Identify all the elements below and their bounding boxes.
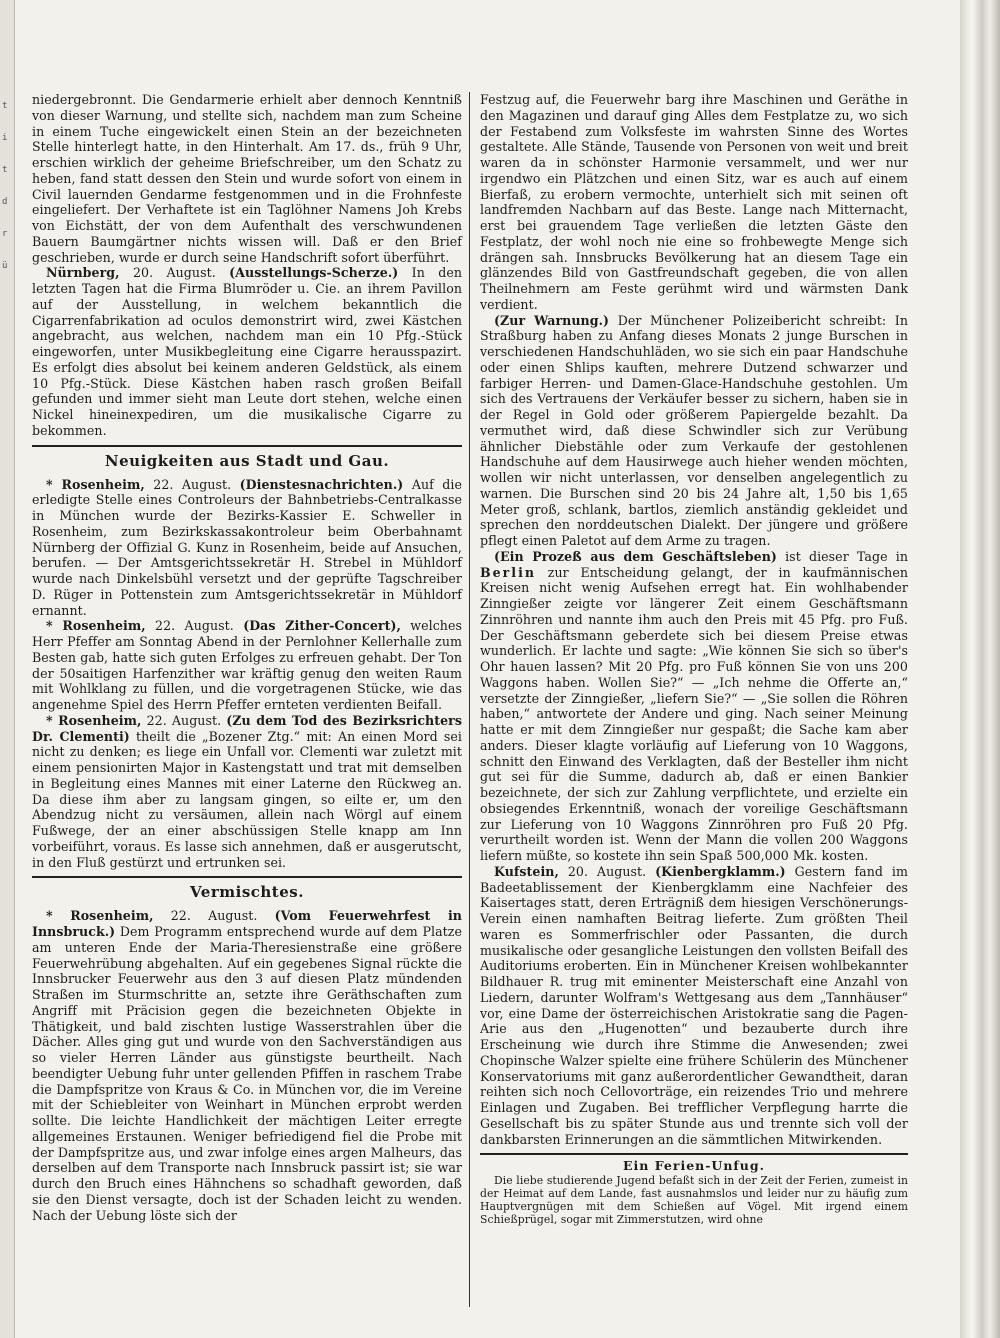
article-feuerwehrfest <box>32 908 462 1223</box>
article-continuation: niedergebronnt. Die Gendarmerie erhielt aber dennoch Kenntniß von dieser Warnung, und stellte sich, nachdem man zum Scheine in einem Tuche eingewickelt einen Stein an der bezeichneten Stelle hinterlegt hatte, in den Hinterhalt. Am 17. ds., früh 9 Uhr, erschien wirklich der geheime Briefschreiber, um den Schatz zu heben, fand statt dessen den Stein und wurde sofort von einem in Civil lauernden Gendarme festgenommen und in die Frohnfeste eingeliefert. Der Verhaftete ist ein Taglöhner Namens Joh Krebs von Eichstätt, der von dem Aufenthalt des verschwundenen Bauern Baumgärtner nichts wissen will. Daß er den Brief geschrieben, wurde er durch seine Handschrift sofort überführt. <box>32 92 462 265</box>
dateline-city: * Rosenheim, <box>46 476 145 492</box>
article-topic: (Ein Prozeß aus dem Geschäftsleben) <box>494 548 777 564</box>
article-topic: (Ausstellungs-Scherze.) <box>229 265 399 281</box>
edge-mark: t <box>2 101 8 111</box>
dateline-date: 20. August. <box>567 863 647 879</box>
article-zur-warnung <box>480 313 908 549</box>
article-body: Dem Programm entsprechend wurde auf dem Platze am unteren Ende der Maria-Theresienstraße eine größere Feuerwehrübung abgehalten. Auf ein gegebenes Signal rückte die Innsbrucker Feuerwehr aus den 3 auf diesen Platz mündenden Straßen im Sturmschritte an, setzte ihre Geräthschaften zum Angriff mit Präcision gegen die bezeichneten Objekte in Thätigkeit, und bald zischten lustige Wasserstrahlen über die Dächer. Alles ging gut und wurde von den Sachverständigen aus so vieler Herren Länder aus günstigste beurtheilt. Nach beendigter Uebung fuhr unter gellenden Pfiffen in raschem Trabe die Dampfspritze von Kraus & Co. in München vor, die im Vereine mit der Schiebleiter von Weinhart in München erprobt werden sollte. Die leichte Handlichkeit der mächtigen Leiter erregte allgemeines Erstaunen. Weniger befriedigend fiel die Probe mit der Dampfspritze aus, und zwar infolge eines argen Malheurs, das derselben auf dem Transporte nach Innsbruck passirt ist; sie war durch den Bruch eines Hähnchens so schadhaft geworden, daß sie den Dienst versagte, doch ist der Schaden leicht zu wenden. Nach der Uebung löste sich der <box>32 924 462 1223</box>
section-heading-local-news: Neuigkeiten aus Stadt und Gau. <box>32 445 462 471</box>
left-edge-marks <box>2 90 12 282</box>
article-topic: (Zu dem Tod des Bezirksrichters Dr. Clementi) <box>32 712 462 744</box>
article-topic: (Vom Feuerwehrfest in Innsbruck.) <box>32 908 463 939</box>
left-page-edge <box>0 0 15 1338</box>
dateline-date: 22. August. <box>155 618 234 634</box>
column-divider <box>469 92 470 1307</box>
article-zither-concert <box>32 618 462 713</box>
dateline-city: Nürnberg, <box>46 265 120 281</box>
left-column <box>32 92 462 1223</box>
dateline-date: 20. August. <box>132 265 216 281</box>
article-clementi <box>32 713 462 871</box>
right-column <box>480 92 908 1226</box>
edge-mark: d <box>2 197 8 207</box>
article-body: Gestern fand im Badeetablissement der Kienbergklamm eine Nachfeier des Kaisertages statt, deren Erträgniß dem hiesigen Verschönerungs-Verein einen namhaften Beitrag lieferte. Zum größten Theil waren es Sommerfrischler oder Passanten, die durch musikalische oder gesangliche Leistungen den vollsten Beifall des Auditoriums eroberten. Ein in Münchener Kreisen wohlbekannter Bildhauer R. trug mit eminenter Meisterschaft eine Anzahl von Liedern, darunter Wolfram's Wettgesang aus dem „Tannhäuser“ vor, eine Dame der österreichischen Aristokratie sang die Pagen-Arie aus den „Hugenotten“ und bezauberte durch ihre Erscheinung wie durch ihre Stimme die Anwesenden; zwei Chopinsche Walzer spielte eine frühere Schülerin des Münchener Konservatoriums mit ganz außerordentlicher Gewandtheit, daran reihten sich noch Cellovorträge, ein reizendes Trio und mehrere Einlagen und Zugaben. Bei trefflicher Verpflegung harrte die Gesellschaft bis zu später Stunde aus und trennte sich voll der dankbarsten Erinnerungen an die sämmtlichen Mitwirkenden. <box>480 863 908 1147</box>
feature-box-text: Die liebe studierende Jugend befaßt sich in der Zeit der Ferien, zumeist in der Heimat auf dem Lande, fast ausnahmslos und leider nur zu häufig zum Hauptvergnügen mit dem Schießen auf Vögel. Mit irgend einem Schießprügel, sogar mit Zimmerstutzen, wird ohne <box>480 1174 908 1226</box>
edge-mark: r <box>2 229 8 239</box>
article-body: welches Herr Pfeffer am Sonntag Abend in der Pernlohner Kellerhalle zum Besten gab, hatte sich guten Erfolges zu erfreuen gehabt. Der Ton der 50saitigen Harfenzither war kräftig genug den weiten Raum mit Wohlklang zu füllen, und die vorgetragenen Stücke, wie das angenehme Spiel des Herrn Pfeffer ernteten verdienten Beifall. <box>32 618 462 712</box>
article-body: theilt die „Bozener Ztg.“ mit: An einen Mord sei nicht zu denken; es liege ein Unfall vor. Clementi war zuletzt mit einem pensionirten Major in Kastengstatt und trat mit demselben in Begleitung eines Mannes mit einer Laterne den Rückweg an. Da diese ihm aber zu langsam gingen, so eilte er, um den Abendzug nicht zu versäumen, allein nach Wörgl auf einem Fußwege, der an einer abschüssigen Stelle knapp am Inn vorbeiführt, voraus. Es lasse sich annehmen, daß er ausgerutscht, in den Fluß gestürzt und ertrunken sei. <box>32 728 462 870</box>
article-nuernberg <box>32 265 462 438</box>
article-feuerwehrfest-continued: Festzug auf, die Feuerwehr barg ihre Maschinen und Geräthe in den Magazinen und darauf ging Alles dem Festplatze zu, wo sich der Festabend zum Volksfeste im wahrsten Sinne des Wortes gestaltete. Alle Stände, Tausende von Personen von weit und breit waren da in schönster Harmonie versammelt, und wer nur irgendwo ein Plätzchen und einen Sitz, war es auch auf einem Bierfaß, zu erobern vermochte, unterhielt sich mit seinen oft landfremden Nachbarn auf das Beste. Lange nach Mitternacht, erst bei grauendem Tage verließen die letzten Gäste den Festplatz, der wohl noch nie eine so frohbewegte Menge sich drängen sah. Innsbrucks Bevölkerung hat an diesem Tage ein glänzendes Bild von Gastfreundschaft gegeben, die von allen Theilnehmern am Feste gerühmt wird und wärmsten Dank verdient. <box>480 92 908 312</box>
article-body: In den letzten Tagen hat die Firma Blumröder u. Cie. an ihrem Pavillon auf der Ausstellung, in welchem bekanntlich die Cigarrenfabrikation ad oculos demonstrirt wird, zwei Kästchen angebracht, aus welchen, nachdem man ein 10 Pfg.-Stück eingeworfen, unter Musikbegleitung eine Cigarre herausspazirt. Es erfolgt dies absolut bei keinem anderen Geldstück, als einem 10 Pfg.-Stück. Diese Kästchen haben rasch großen Beifall gefunden und immer sieht man Leute dort stehen, welche einen Nickel hineinexpediren, um die musikalische Cigarre zu bekommen. <box>32 265 463 438</box>
dateline-city: * Rosenheim, <box>46 618 146 634</box>
right-page-edge <box>960 0 1000 1338</box>
dateline-date: 22. August. <box>153 476 232 492</box>
article-body: zur Entscheidung gelangt, der in kaufmännischen Kreisen nicht wenig Aufsehen erregt hat. Ein wohlhabender Zinngießer zeigte vor längerer Zeit einem Geschäftsmann Zinnröhren und nannte ihm auch den Preis mit 45 Pfg. pro Fuß. Der Geschäftsmann geberdete sich bei diesem Preise etwas wunderlich. Er lachte und sagte: „Wie können Sie sich so über's Ohr hauen lassen? Mit 20 Pfg. pro Fuß können Sie von uns 200 Waggons haben. Wollen Sie?“ — „Ich nehme die Offerte an,“ versetzte der Zinngießer, „liefern Sie?“ — „Sie sollen die Röhren haben,“ antwortete der Andere und ging. Nach seiner Meinung hatte er mit dem Zinngießer nur gespaßt; die Sache kam aber anders. Dieser klagte vorläufig auf Lieferung von 10 Waggons, schnitt den Einwand des Verklagten, daß der Besteller ihm nicht gut sei für die Summe, dadurch ab, daß er einen Bankier bezeichnete, der sich zur Zahlung verpflichtete, und erzielte ein obsiegendes Erkenntniß, wonach der voreilige Geschäftsmann zur Lieferung von 10 Waggons Zinnröhren pro Fuß 20 Pfg. verurtheilt worden ist. Wenn der Mann die vollen 200 Waggons liefern müßte, so kostete ihn sein Spaß 500,000 Mk. kosten. <box>480 564 908 863</box>
section-heading-miscellaneous: Vermischtes. <box>32 876 462 902</box>
article-dienstesnachrichten <box>32 477 462 619</box>
dateline-city: * Rosenheim, <box>46 908 154 924</box>
article-prozess: (Ein Prozeß aus dem Geschäftsleben) ist dieser Tage in Berlin zur Entscheidung gelangt, der in kaufmännischen Kreisen nicht wenig Aufsehen erregt hat. Ein wohlhabender Zinngießer zeigte vor längerer Zeit einem Geschäftsmann Zinnröhren und nannte ihm auch den Preis mit 45 Pfg. pro Fuß. Der Geschäftsmann geberdete sich bei diesem Preise etwas wunderlich. Er lachte und sagte: „Wie können Sie sich so über's Ohr hauen lassen? Mit 20 Pfg. pro Fuß können Sie von uns 200 Waggons haben. Wollen Sie?“ — „Ich nehme die Offerte an,“ versetzte der Zinngießer, „liefern Sie?“ — „Sie sollen die Röhren haben,“ antwortete der Andere und ging. Nach seiner Meinung hatte er mit dem Zinngießer nur gespaßt; die Sache kam aber anders. Dieser klagte vorläufig auf Lieferung von 10 Waggons, schnitt den Einwand des Verklagten, daß der Besteller ihm nicht gut sei für die Summe, dadurch ab, daß er einen Bankier bezeichnete, der sich zur Zahlung verpflichtete, und erzielte ein obsiegendes Erkenntniß, wonach der voreilige Geschäftsmann zur Lieferung von 10 Waggons Zinnröhren pro Fuß 20 Pfg. verurtheilt worden ist. Wenn der Mann die vollen 200 Waggons liefern müßte, so kostete ihn sein Spaß 500,000 Mk. kosten. <box>480 548 908 863</box>
article-topic: (Dienstesnachrichten.) <box>239 476 404 492</box>
dateline-date: 22. August. <box>146 712 222 728</box>
article-body: Auf die erledigte Stelle eines Controleurs der Bahnbetriebs-Centralkasse in München wurde der Bezirks-Kassier E. Schweller in Rosenheim, zum Bezirkskassakontroleur beim Oberbahnamt Nürnberg der Offizial G. Kunz in Rosenheim, beide auf Ansuchen, berufen. — Der Amtsgerichtssekretär H. Strebel in Mühldorf wurde nach Dinkelsbühl versetzt und der geprüfte Tagschreiber D. Rüger in Pottenstein zum Amtsgerichtssekretär in Mühldorf ernannt. <box>32 476 462 618</box>
dateline-city: Berlin <box>480 564 537 580</box>
dateline-city: Kufstein, <box>494 863 559 879</box>
feature-box-title: Ein Ferien-Unfug. <box>480 1153 908 1174</box>
dateline-date: 22. August. <box>170 908 258 924</box>
article-topic: (Kienbergklamm.) <box>655 863 786 879</box>
edge-mark: i <box>2 133 8 143</box>
article-body: Der Münchener Polizeibericht schreibt: In Straßburg haben zu Anfang dieses Monats 2 junge Burschen in verschiedenen Handschuhläden, wo sie sich ein paar Handschuhe oder einen Shlips kauften, mehrere Dutzend schwarzer und farbiger Herren- und Damen-Glace-Handschuhe gestohlen. Um sich des Vertrauens der Verkäufer besser zu sichern, haben sie in der Regel in Gold oder größerem Papiergelde bezahlt. Da vermuthet wird, daß diese Schwindler sich zur Verübung ähnlicher Diebstähle oder zum Verkaufe der gestohlenen Handschuhe auf dem Hausirwege auch hieher wenden möchten, wollen wir nicht unterlassen, vor denselben angelegentlich zu warnen. Die Burschen sind 20 bis 24 Jahre alt, 1,50 bis 1,65 Meter groß, schlank, bartlos, ziemlich anständig gekleidet und sprechen den norddeutschen Dialekt. Der jüngere und größere pflegt einen Paletot auf dem Arme zu tragen. <box>480 312 908 548</box>
article-kufstein <box>480 864 908 1148</box>
edge-mark: ü <box>2 261 8 271</box>
article-topic: (Das Zither-Concert), <box>243 618 401 634</box>
article-topic: (Zur Warnung.) <box>494 312 610 328</box>
dateline-city: * Rosenheim, <box>46 712 142 728</box>
edge-mark: t <box>2 165 8 175</box>
